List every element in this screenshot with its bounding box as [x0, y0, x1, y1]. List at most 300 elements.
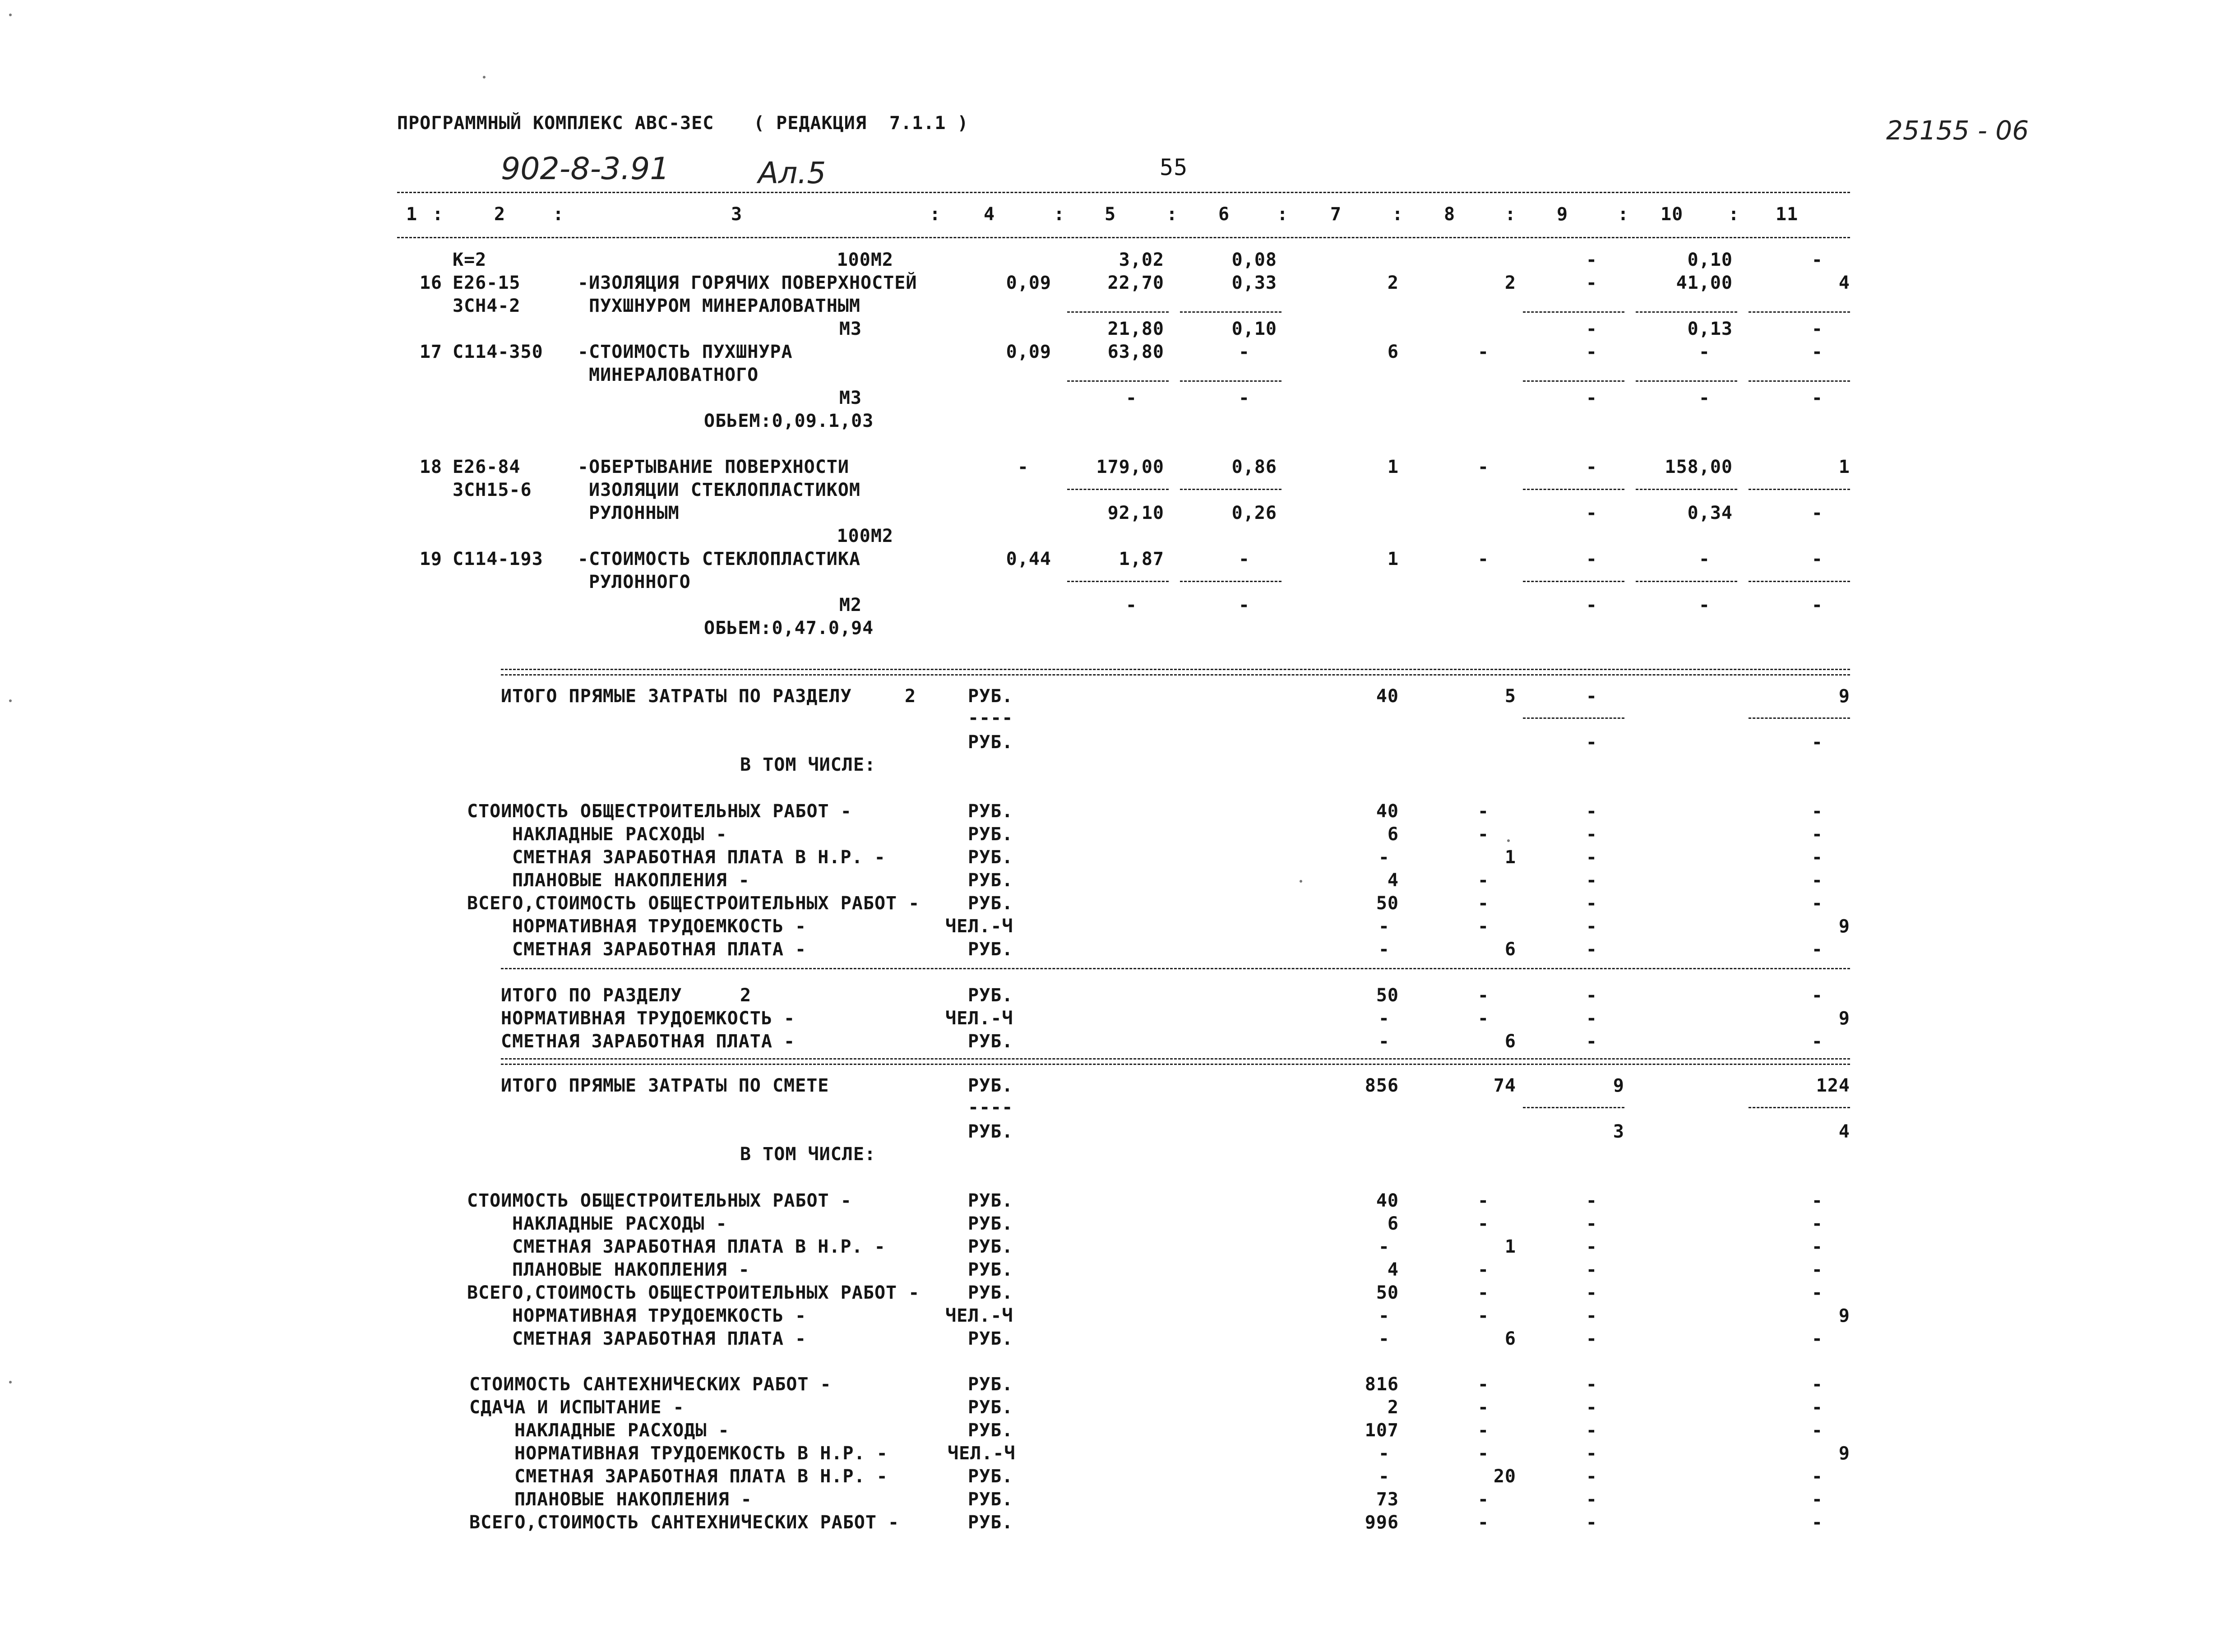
- section-rule: [501, 669, 1850, 670]
- cell-col9: -: [1586, 916, 1597, 937]
- cell-col7: -: [1378, 1031, 1390, 1052]
- including-heading: В ТОМ ЧИСЛЕ:: [740, 754, 876, 775]
- column-header-10: 10: [1661, 204, 1684, 225]
- cell-col11: -: [1811, 250, 1823, 270]
- archive-stamp-number: 25155 - 06: [1886, 115, 2029, 146]
- cell-col8: -: [1477, 1259, 1489, 1280]
- unit-rub: РУБ.: [968, 824, 1013, 845]
- cell-col11: -: [1811, 1190, 1823, 1211]
- row-label: СМЕТНАЯ ЗАРАБОТНАЯ ПЛАТА -: [501, 1031, 796, 1052]
- sheet-label: Ал.5: [758, 156, 826, 190]
- item-name-continued: ПУХШНУРОМ МИНЕРАЛОВАТНЫМ: [589, 296, 860, 316]
- cell-col7: 107: [1365, 1420, 1399, 1441]
- row-label: НОРМАТИВНАЯ ТРУДОЕМКОСТЬ В Н.Р. -: [514, 1443, 888, 1464]
- unit-rub: РУБ.: [968, 1489, 1013, 1510]
- section-rule: [501, 968, 1850, 969]
- item-code: Е26-84: [453, 457, 521, 477]
- cell-col7: -: [1378, 1236, 1390, 1257]
- cell-col8: -: [1477, 1397, 1489, 1418]
- cell-col8: -: [1477, 1374, 1489, 1395]
- cell-col6: -: [1238, 388, 1250, 408]
- cell-col8: -: [1477, 1305, 1489, 1326]
- item-name: -СТОИМОСТЬ СТЕКЛОПЛАСТИКА: [578, 549, 861, 569]
- cell-col8: -: [1477, 1213, 1489, 1234]
- column-header-4: 4: [984, 204, 995, 225]
- cell-col11: -: [1811, 1213, 1823, 1234]
- unit-label: 100М2: [837, 526, 893, 546]
- unit-rub: РУБ.: [968, 1466, 1013, 1487]
- row-label: СМЕТНАЯ ЗАРАБОТНАЯ ПЛАТА -: [512, 939, 807, 960]
- volume-note: ОБЬЕМ:0,47.0,94: [704, 618, 874, 639]
- coefficient-label: К=2: [453, 250, 487, 270]
- cell-col10: -: [1698, 388, 1710, 408]
- cell-col11: 124: [1816, 1075, 1850, 1096]
- cell-col10: -: [1698, 549, 1710, 569]
- item-name-continued: ИЗОЛЯЦИИ СТЕКЛОПЛАСТИКОМ: [589, 480, 860, 500]
- subtotal-rule: [1067, 489, 1169, 490]
- cell-col9: -: [1586, 1190, 1597, 1211]
- item-number: 16: [419, 273, 442, 293]
- subtotal-rule: [1067, 581, 1169, 582]
- row-label: ПЛАНОВЫЕ НАКОПЛЕНИЯ -: [512, 870, 750, 891]
- cell-col11: -: [1811, 870, 1823, 891]
- cell-col10: 158,00: [1665, 457, 1733, 477]
- cell-col8: -: [1477, 342, 1489, 362]
- subtotal-rule: [1749, 581, 1850, 582]
- cell-col11: -: [1811, 342, 1823, 362]
- cell-col11: -: [1811, 1397, 1823, 1418]
- cell-col9: -: [1586, 1512, 1597, 1533]
- cell-col7: -: [1378, 1305, 1390, 1326]
- scan-speck: [9, 1381, 12, 1384]
- cell-col9: -: [1586, 1213, 1597, 1234]
- section-rule: [501, 1058, 1850, 1060]
- cell-col6: -: [1238, 549, 1250, 569]
- cell-col9: -: [1586, 1008, 1597, 1029]
- scan-speck: [1300, 880, 1302, 883]
- unit-rub: РУБ.: [968, 939, 1013, 960]
- cell-col8: -: [1477, 1190, 1489, 1211]
- cell-col6: -: [1238, 595, 1250, 615]
- unit-rub: РУБ.: [968, 1031, 1013, 1052]
- cell-col8: -: [1477, 457, 1489, 477]
- cell-col11: -: [1811, 1328, 1823, 1349]
- cell-col9: -: [1586, 1397, 1597, 1418]
- subtotal-rule: [1749, 1107, 1850, 1108]
- cell-col9: -: [1586, 342, 1597, 362]
- section-rule: [501, 1064, 1850, 1065]
- unit-man-hours: ЧЕЛ.-Ч: [945, 916, 1013, 937]
- column-header-1: 1: [406, 204, 418, 225]
- column-header-6: 6: [1218, 204, 1230, 225]
- item-name-continued: РУЛОННЫМ: [589, 503, 680, 523]
- column-separator: :: [1054, 204, 1065, 225]
- cell-col6: 0,33: [1231, 273, 1277, 293]
- cell-col9: -: [1586, 732, 1597, 753]
- cell-col8: -: [1477, 1282, 1489, 1303]
- estimate-total-label: ИТОГО ПРЯМЫЕ ЗАТРАТЫ ПО СМЕТЕ: [501, 1075, 829, 1096]
- cell-col9: -: [1586, 1420, 1597, 1441]
- cell-col8: -: [1477, 1443, 1489, 1464]
- cell-col5: 21,80: [1107, 319, 1164, 339]
- cell-col5: 1,87: [1119, 549, 1164, 569]
- column-separator: :: [1505, 204, 1517, 225]
- unit-man-hours: ЧЕЛ.-Ч: [948, 1443, 1016, 1464]
- subtotal-rule: [1523, 380, 1624, 382]
- cell-col10: 41,00: [1676, 273, 1733, 293]
- item-code: Е26-15: [453, 273, 521, 293]
- cell-col9: -: [1586, 1236, 1597, 1257]
- cell-col11: -: [1811, 824, 1823, 845]
- cell-col5: 92,10: [1107, 503, 1164, 523]
- subtotal-rule: [1180, 581, 1281, 582]
- cell-col11: 1: [1838, 457, 1850, 477]
- cell-col11: -: [1811, 732, 1823, 753]
- cell-col4: 0,09: [1006, 273, 1051, 293]
- cell-col9: -: [1586, 549, 1597, 569]
- cell-col5: -: [1125, 388, 1137, 408]
- column-separator: :: [1277, 204, 1289, 225]
- cell-col10: 0,10: [1687, 250, 1733, 270]
- cell-col7: 40: [1376, 801, 1399, 822]
- column-header-11: 11: [1776, 204, 1799, 225]
- cell-col11: -: [1811, 1374, 1823, 1395]
- cell-col6: -: [1238, 342, 1250, 362]
- cell-col8: 20: [1493, 1466, 1516, 1487]
- item-code: С114-193: [453, 549, 543, 569]
- cell-col7: 40: [1376, 1190, 1399, 1211]
- cell-col7: -: [1378, 1008, 1390, 1029]
- cell-col7: -: [1378, 916, 1390, 937]
- program-title: ПРОГРАММНЫЙ КОМПЛЕКС АВС-3ЕС: [397, 113, 714, 134]
- cell-col7: -: [1378, 1328, 1390, 1349]
- row-label: СДАЧА И ИСПЫТАНИЕ -: [469, 1397, 685, 1418]
- cell-col8: -: [1477, 1008, 1489, 1029]
- cell-col8: -: [1477, 1420, 1489, 1441]
- row-label: СТОИМОСТЬ ОБЩЕСТРОИТЕЛЬНЫХ РАБОТ -: [467, 1190, 852, 1211]
- unit-rub: РУБ.: [968, 1121, 1013, 1142]
- row-label: ПЛАНОВЫЕ НАКОПЛЕНИЯ -: [512, 1259, 750, 1280]
- cell-col9: -: [1586, 985, 1597, 1006]
- cell-col11: -: [1811, 1282, 1823, 1303]
- cell-col8: -: [1477, 893, 1489, 914]
- column-header-7: 7: [1330, 204, 1342, 225]
- cell-col11: 4: [1838, 273, 1850, 293]
- volume-note: ОБЬЕМ:0,09.1,03: [704, 411, 874, 431]
- cell-col7: 856: [1365, 1075, 1399, 1096]
- cell-col7: -: [1378, 847, 1390, 868]
- cell-col8: 1: [1504, 1236, 1516, 1257]
- cell-col7: 2: [1387, 1397, 1399, 1418]
- unit-label: 100М2: [837, 250, 893, 270]
- unit-rub: РУБ.: [968, 893, 1013, 914]
- subtotal-rule: [1180, 311, 1281, 313]
- cell-col7: 6: [1387, 342, 1399, 362]
- subtotal-rule: [1523, 581, 1624, 582]
- unit-label: М3: [839, 319, 862, 339]
- item-number: 18: [419, 457, 442, 477]
- subtotal-rule: [1067, 380, 1169, 382]
- cell-col11: 9: [1838, 1443, 1850, 1464]
- header-rule-bottom: [397, 237, 1850, 238]
- cell-col7: -: [1378, 939, 1390, 960]
- cell-col7: 4: [1387, 1259, 1399, 1280]
- cell-col11: -: [1811, 319, 1823, 339]
- cell-col9: -: [1586, 595, 1597, 615]
- cell-col9: 3: [1613, 1121, 1624, 1142]
- column-header-2: 2: [494, 204, 506, 225]
- row-label: СТОИМОСТЬ ОБЩЕСТРОИТЕЛЬНЫХ РАБОТ -: [467, 801, 852, 822]
- cell-col7: 996: [1365, 1512, 1399, 1533]
- subtotal-rule: [1636, 380, 1737, 382]
- section-sum-label: ИТОГО ПО РАЗДЕЛУ: [501, 985, 682, 1006]
- unit-rub: РУБ.: [968, 1075, 1013, 1096]
- unit-rub: РУБ.: [968, 1190, 1013, 1211]
- unit-rub: РУБ.: [968, 686, 1013, 707]
- separator: ----: [968, 708, 1013, 728]
- cell-col10: -: [1698, 342, 1710, 362]
- cell-col5: 3,02: [1119, 250, 1164, 270]
- edition-label: ( РЕДАКЦИЯ 7.1.1 ): [754, 113, 969, 134]
- unit-rub: РУБ.: [968, 1259, 1013, 1280]
- section-number: 2: [740, 985, 752, 1006]
- subtotal-rule: [1636, 489, 1737, 490]
- cell-col11: 4: [1838, 1121, 1850, 1142]
- cell-col7: 4: [1387, 870, 1399, 891]
- cell-col10: 0,13: [1687, 319, 1733, 339]
- document-code: 902-8-3.91: [501, 151, 670, 187]
- unit-man-hours: ЧЕЛ.-Ч: [945, 1305, 1013, 1326]
- cell-col8: -: [1477, 824, 1489, 845]
- row-label: СМЕТНАЯ ЗАРАБОТНАЯ ПЛАТА В Н.Р. -: [514, 1466, 888, 1487]
- cell-col8: 5: [1504, 686, 1516, 707]
- item-code-secondary: ЗСН15-6: [453, 480, 532, 500]
- row-label: НОРМАТИВНАЯ ТРУДОЕМКОСТЬ -: [512, 916, 807, 937]
- subtotal-rule: [1749, 489, 1850, 490]
- cell-col8: 74: [1493, 1075, 1516, 1096]
- column-header-5: 5: [1105, 204, 1116, 225]
- unit-rub: РУБ.: [968, 732, 1013, 753]
- cell-col10: -: [1698, 595, 1710, 615]
- item-code-secondary: ЗСН4-2: [453, 296, 521, 316]
- cell-col7: 73: [1376, 1489, 1399, 1510]
- cell-col8: -: [1477, 549, 1489, 569]
- unit-rub: РУБ.: [968, 1236, 1013, 1257]
- cell-col9: 9: [1613, 1075, 1624, 1096]
- cell-col11: 9: [1838, 1008, 1850, 1029]
- item-number: 19: [419, 549, 442, 569]
- section-number: 2: [905, 686, 916, 707]
- subtotal-rule: [1636, 311, 1737, 313]
- cell-col7: 50: [1376, 893, 1399, 914]
- row-label: ВСЕГО,СТОИМОСТЬ ОБЩЕСТРОИТЕЛЬНЫХ РАБОТ -: [467, 893, 920, 914]
- cell-col10: 0,34: [1687, 503, 1733, 523]
- unit-rub: РУБ.: [968, 801, 1013, 822]
- column-separator: :: [930, 204, 941, 225]
- item-code: С114-350: [453, 342, 543, 362]
- subtotal-rule: [1523, 311, 1624, 313]
- cell-col9: -: [1586, 457, 1597, 477]
- cell-col6: 0,10: [1231, 319, 1277, 339]
- subtotal-rule: [1067, 311, 1169, 313]
- unit-rub: РУБ.: [968, 1512, 1013, 1533]
- cell-col11: -: [1811, 549, 1823, 569]
- cell-col11: -: [1811, 939, 1823, 960]
- cell-col9: -: [1586, 824, 1597, 845]
- cell-col11: -: [1811, 801, 1823, 822]
- cell-col4: 0,44: [1006, 549, 1051, 569]
- page-number: 55: [1160, 154, 1188, 180]
- cell-col8: -: [1477, 916, 1489, 937]
- cell-col8: -: [1477, 801, 1489, 822]
- subtotal-rule: [1523, 489, 1624, 490]
- row-label: НАКЛАДНЫЕ РАСХОДЫ -: [514, 1420, 730, 1441]
- column-separator: :: [1166, 204, 1178, 225]
- unit-rub: РУБ.: [968, 1397, 1013, 1418]
- cell-col9: -: [1586, 1282, 1597, 1303]
- scan-speck: [483, 76, 486, 79]
- cell-col11: -: [1811, 1236, 1823, 1257]
- cell-col8: 2: [1504, 273, 1516, 293]
- cell-col9: -: [1586, 1466, 1597, 1487]
- item-name-continued: МИНЕРАЛОВАТНОГО: [589, 365, 759, 385]
- cell-col11: 9: [1838, 916, 1850, 937]
- cell-col11: -: [1811, 1031, 1823, 1052]
- subtotal-rule: [1749, 380, 1850, 382]
- cell-col7: 2: [1387, 273, 1399, 293]
- item-number: 17: [419, 342, 442, 362]
- cell-col11: -: [1811, 1489, 1823, 1510]
- cell-col11: -: [1811, 1512, 1823, 1533]
- cell-col7: -: [1378, 1443, 1390, 1464]
- cell-col9: -: [1586, 1489, 1597, 1510]
- subtotal-rule: [1180, 380, 1281, 382]
- item-name-continued: РУЛОННОГО: [589, 572, 691, 592]
- column-separator: :: [1728, 204, 1740, 225]
- cell-col11: -: [1811, 503, 1823, 523]
- scan-speck: [9, 14, 12, 16]
- cell-col5: 179,00: [1096, 457, 1164, 477]
- cell-col9: -: [1586, 319, 1597, 339]
- cell-col7: 1: [1387, 549, 1399, 569]
- cell-col9: -: [1586, 893, 1597, 914]
- cell-col7: 1: [1387, 457, 1399, 477]
- cell-col6: 0,08: [1231, 250, 1277, 270]
- cell-col5: 63,80: [1107, 342, 1164, 362]
- cell-col7: -: [1378, 1466, 1390, 1487]
- scan-speck: [1507, 839, 1510, 842]
- cell-col8: -: [1477, 1489, 1489, 1510]
- unit-rub: РУБ.: [968, 1420, 1013, 1441]
- cell-col9: -: [1586, 1443, 1597, 1464]
- cell-col11: -: [1811, 388, 1823, 408]
- unit-label: М2: [839, 595, 862, 615]
- unit-rub: РУБ.: [968, 1328, 1013, 1349]
- cell-col9: -: [1586, 801, 1597, 822]
- subtotal-rule: [1749, 717, 1850, 719]
- column-separator: :: [432, 204, 444, 225]
- header-rule-top: [397, 192, 1850, 193]
- separator: ----: [968, 1097, 1013, 1118]
- subtotal-rule: [1523, 1107, 1624, 1108]
- item-name: -ОБЕРТЫВАНИЕ ПОВЕРХНОСТИ: [578, 457, 849, 477]
- column-separator: :: [553, 204, 564, 225]
- column-header-9: 9: [1557, 204, 1568, 225]
- subtotal-rule: [1523, 717, 1624, 719]
- unit-rub: РУБ.: [968, 870, 1013, 891]
- column-separator: :: [1618, 204, 1629, 225]
- cell-col6: 0,26: [1231, 503, 1277, 523]
- cell-col9: -: [1586, 503, 1597, 523]
- unit-rub: РУБ.: [968, 1213, 1013, 1234]
- cell-col8: -: [1477, 985, 1489, 1006]
- cell-col7: 816: [1365, 1374, 1399, 1395]
- column-header-3: 3: [731, 204, 743, 225]
- row-label: СМЕТНАЯ ЗАРАБОТНАЯ ПЛАТА -: [512, 1328, 807, 1349]
- cell-col7: 6: [1387, 1213, 1399, 1234]
- row-label: ВСЕГО,СТОИМОСТЬ САНТЕХНИЧЕСКИХ РАБОТ -: [469, 1512, 900, 1533]
- cell-col9: -: [1586, 388, 1597, 408]
- cell-col9: -: [1586, 847, 1597, 868]
- row-label: НАКЛАДНЫЕ РАСХОДЫ -: [512, 1213, 727, 1234]
- unit-label: М3: [839, 388, 862, 408]
- cell-col5: 22,70: [1107, 273, 1164, 293]
- cell-col11: -: [1811, 1466, 1823, 1487]
- row-label: НОРМАТИВНАЯ ТРУДОЕМКОСТЬ -: [512, 1305, 807, 1326]
- cell-col9: -: [1586, 1031, 1597, 1052]
- row-label: ВСЕГО,СТОИМОСТЬ ОБЩЕСТРОИТЕЛЬНЫХ РАБОТ -: [467, 1282, 920, 1303]
- cell-col9: -: [1586, 273, 1597, 293]
- row-label: НОРМАТИВНАЯ ТРУДОЕМКОСТЬ -: [501, 1008, 796, 1029]
- cell-col9: -: [1586, 939, 1597, 960]
- cell-col7: 50: [1376, 985, 1399, 1006]
- cell-col11: -: [1811, 595, 1823, 615]
- scan-speck: [9, 699, 12, 702]
- cell-col9: -: [1586, 686, 1597, 707]
- cell-col7: 6: [1387, 824, 1399, 845]
- cell-col7: 40: [1376, 686, 1399, 707]
- cell-col8: -: [1477, 1512, 1489, 1533]
- cell-col8: 1: [1504, 847, 1516, 868]
- row-label: НАКЛАДНЫЕ РАСХОДЫ -: [512, 824, 727, 845]
- cell-col9: -: [1586, 870, 1597, 891]
- cell-col9: -: [1586, 1259, 1597, 1280]
- unit-rub: РУБ.: [968, 985, 1013, 1006]
- cell-col9: -: [1586, 1374, 1597, 1395]
- row-label: СТОИМОСТЬ САНТЕХНИЧЕСКИХ РАБОТ -: [469, 1374, 832, 1395]
- subtotal-rule: [1636, 581, 1737, 582]
- cell-col8: -: [1477, 870, 1489, 891]
- unit-man-hours: ЧЕЛ.-Ч: [945, 1008, 1013, 1029]
- column-header-8: 8: [1444, 204, 1456, 225]
- cell-col7: 50: [1376, 1282, 1399, 1303]
- cell-col11: -: [1811, 847, 1823, 868]
- cell-col11: 9: [1838, 686, 1850, 707]
- cell-col9: -: [1586, 1305, 1597, 1326]
- section-rule: [501, 674, 1850, 676]
- item-name: -СТОИМОСТЬ ПУХШНУРА: [578, 342, 793, 362]
- cell-col11: -: [1811, 1420, 1823, 1441]
- cell-col11: -: [1811, 985, 1823, 1006]
- including-heading: В ТОМ ЧИСЛЕ:: [740, 1144, 876, 1165]
- subtotal-rule: [1180, 489, 1281, 490]
- cell-col11: -: [1811, 1259, 1823, 1280]
- subtotal-rule: [1749, 311, 1850, 313]
- section-total-label: ИТОГО ПРЯМЫЕ ЗАТРАТЫ ПО РАЗДЕЛУ: [501, 686, 852, 707]
- cell-col8: 6: [1504, 1328, 1516, 1349]
- cell-col4: -: [1017, 457, 1029, 477]
- row-label: СМЕТНАЯ ЗАРАБОТНАЯ ПЛАТА В Н.Р. -: [512, 847, 886, 868]
